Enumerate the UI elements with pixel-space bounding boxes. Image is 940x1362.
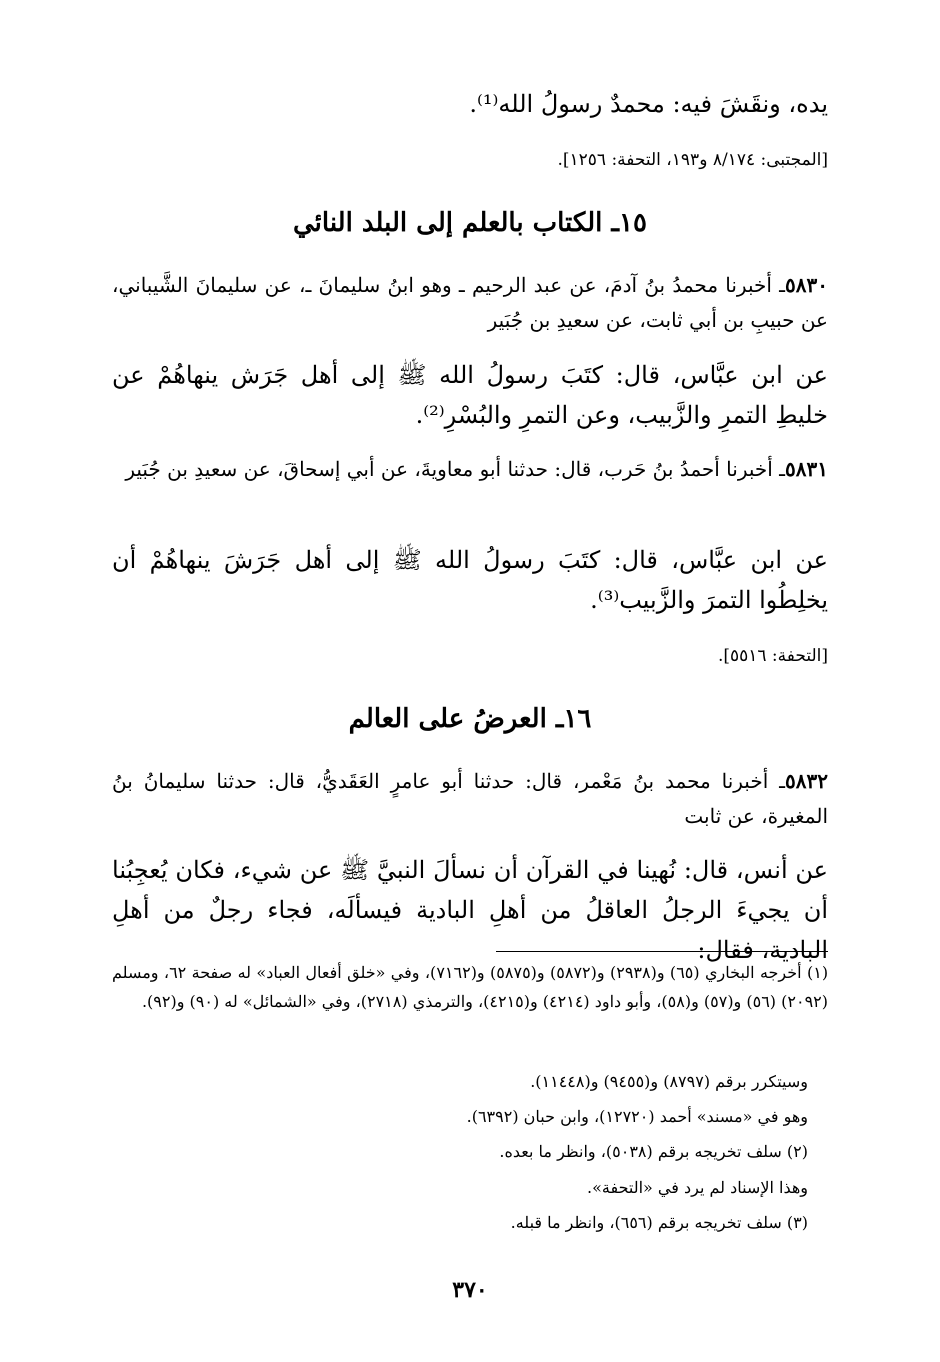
- hadith-chain: ـ أخبرنا أحمدُ بنُ حَرب، قال: حدثنا أبو معاويةَ، عن أبي إسحاقَ، عن سعيدِ بن جُبَير: [125, 457, 786, 481]
- footnote-separator: [496, 951, 828, 952]
- reference-2: [التحفة: ٥٥١٦].: [717, 646, 828, 666]
- hadith-number: ٥٨٣٠: [785, 273, 828, 297]
- hadith-number: ٥٨٣١: [785, 457, 828, 481]
- hadith-5832-chain: [112, 764, 828, 834]
- footnote-1-line-3: وهو في «مسند» أحمد (١٢٧٢٠)، وابن حبان (٦٣٩٢).: [466, 1107, 808, 1126]
- chapter-16-title: ١٦ـ العرضُ على العالم: [348, 704, 592, 734]
- footnote-1-line-2: وسيتكرر برقم (٨٧٩٧) و(٩٤٥٥) و(١١٤٤٨).: [530, 1072, 808, 1091]
- footnote-1: (١) أخرجه البخاري (٦٥) و(٢٩٣٨) و(٥٨٧٢) و(٥٨٧٥) و(٧١٦٢)، وفي «خلق أفعال العباد» له صفحة ٦٢، ومسلم (٢٠٩٢) (٥٦) و(٥٧) و(٥٨)، وأبو داود (٤٢١٤) و(٤٢١٥)، والترمذي (٢٧١٨)، وفي «الشمائل» له (٩٠) و(٩٢).: [112, 963, 829, 1011]
- hadith-number: ٥٨٣٢: [785, 769, 828, 793]
- footnote-3: (٣) سلف تخريجه برقم (٦٥٦)، وانظر ما قبله.: [510, 1213, 808, 1232]
- hadith-5830-text: عن ابن عبَّاس، قال: كتَبَ رسولُ الله ﷺ إلى أهل جَرَش ينهاهُمْ عن خليطِ التمرِ والزَّبيب، وعن التمرِ والبُسْرِ⁽²⁾.: [112, 361, 828, 429]
- hadith-chain: ـ أخبرنا محمدُ بنُ آدمَ، عن عبد الرحيم ـ وهو ابنُ سليمانَ ـ، عن سليمانَ الشَّيباني، عن حبيبِ بن أبي ثابت، عن سعيدِ بن جُبَير: [112, 273, 828, 332]
- hadith-5832-text: عن أنس، قال: نُهينا في القرآن أن نسألَ النبيَّ ﷺ عن شيء، فكان يُعجِبُنا أن يجيءَ الرجلُ العاقلُ من أهلِ البادية فيسألَه، فجاء رجلٌ من أهلِ البادية، فقال:: [112, 856, 828, 964]
- hadith-5831-text: عن ابن عبَّاس، قال: كتَبَ رسولُ الله ﷺ إلى أهل جَرَشَ ينهاهُمْ أن يخلِطُوا التمرَ والزَّبيب⁽³⁾.: [112, 546, 828, 614]
- hadith-chain: ـ أخبرنا محمد بنُ مَعْمر، قال: حدثنا أبو عامرٍ العَقَديُّ، قال: حدثنا سليمانُ بنُ المغيرة، عن ثابت: [112, 769, 828, 828]
- reference-1: [المجتبى: ٨/١٧٤ و١٩٣، التحفة: ١٢٥٦].: [557, 150, 828, 170]
- footnote-2-line-2: وهذا الإسناد لم يرد في «التحفة».: [587, 1178, 808, 1197]
- footnote-2: (٢) سلف تخريجه برقم (٥٠٣٨)، وانظر ما بعده.: [499, 1142, 808, 1161]
- page-number: ٣٧٠: [452, 1277, 488, 1303]
- intro-line: يده، ونقَشَ فيه: محمدٌ رسولُ الله⁽¹⁾.: [469, 90, 828, 118]
- hadith-5830-chain: [112, 268, 828, 338]
- hadith-5831-chain: [112, 452, 828, 487]
- chapter-15-title: ١٥ـ الكتاب بالعلم إلى البلد النائي: [293, 208, 647, 238]
